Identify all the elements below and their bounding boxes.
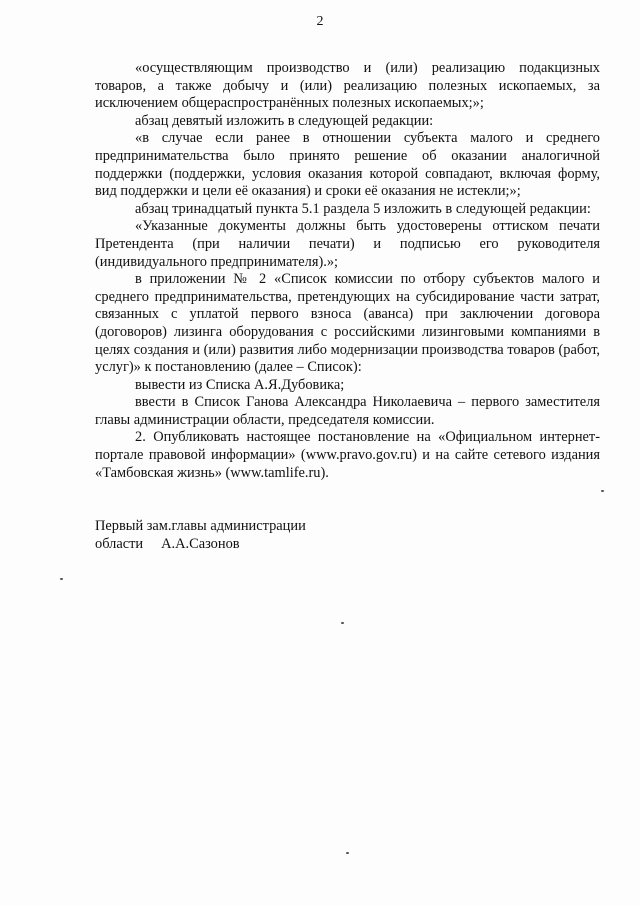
scan-speck xyxy=(60,578,63,580)
page-number: 2 xyxy=(316,14,324,29)
scan-speck xyxy=(341,622,344,624)
signatory-organization: области xyxy=(95,535,144,552)
signatory-line xyxy=(95,536,306,554)
paragraph: абзац девятый изложить в следующей редакции: xyxy=(135,112,434,129)
signature-block xyxy=(95,518,306,553)
signatory-position: Первый зам.главы администрации xyxy=(95,518,306,534)
paragraph: «в случае если ранее в отношении субъекта малого и среднего предпринимательства было принято решение об оказании аналогичной поддержки (поддержки, условия оказания которой совпадают, включая форму, вид поддержки и цели её оказания) и сроки её оказания не истекли;»; xyxy=(95,130,600,200)
paragraph: в приложении № 2 «Список комиссии по отбору субъектов малого и среднего предпринимательства, претендующих на субсидирование части затрат, связанных с уплатой первого взноса (аванса) при заключении договора (договоров) лизинга оборудования с российскими лизинговыми компаниями в целях создания и (или) развития либо модернизации производства товаров (работ, услуг)» к постановлению (далее – Список): xyxy=(95,271,600,376)
paragraph: абзац тринадцатый пункта 5.1 раздела 5 изложить в следующей редакции: xyxy=(135,200,591,217)
paragraph: «Указанные документы должны быть удостоверены оттиском печати Претендента (при наличии печати) и подписью его руководителя (индивидуального предпринимателя).»; xyxy=(95,218,600,270)
paragraph: вывести из Списка А.Я.Дубовика; xyxy=(135,376,345,393)
paragraph: ввести в Список Ганова Александра Николаевича – первого заместителя главы администрации области, председателя комиссии. xyxy=(95,394,600,428)
signatory-name: А.А.Сазонов xyxy=(161,535,240,552)
paragraph: «осуществляющим производство и (или) реализацию подакцизных товаров, а также добычу и (или) реализацию полезных ископаемых, за исключением общераспространённых полезных ископаемых;»; xyxy=(95,60,600,112)
paragraph: 2. Опубликовать настоящее постановление на «Официальном интернет-портале правовой информации» (www.pravo.gov.ru) и на сайте сетевого издания «Тамбовская жизнь» (www.tamlife.ru). xyxy=(95,429,600,481)
scan-speck xyxy=(601,490,604,492)
document-body xyxy=(95,60,600,482)
scan-speck xyxy=(346,852,349,854)
